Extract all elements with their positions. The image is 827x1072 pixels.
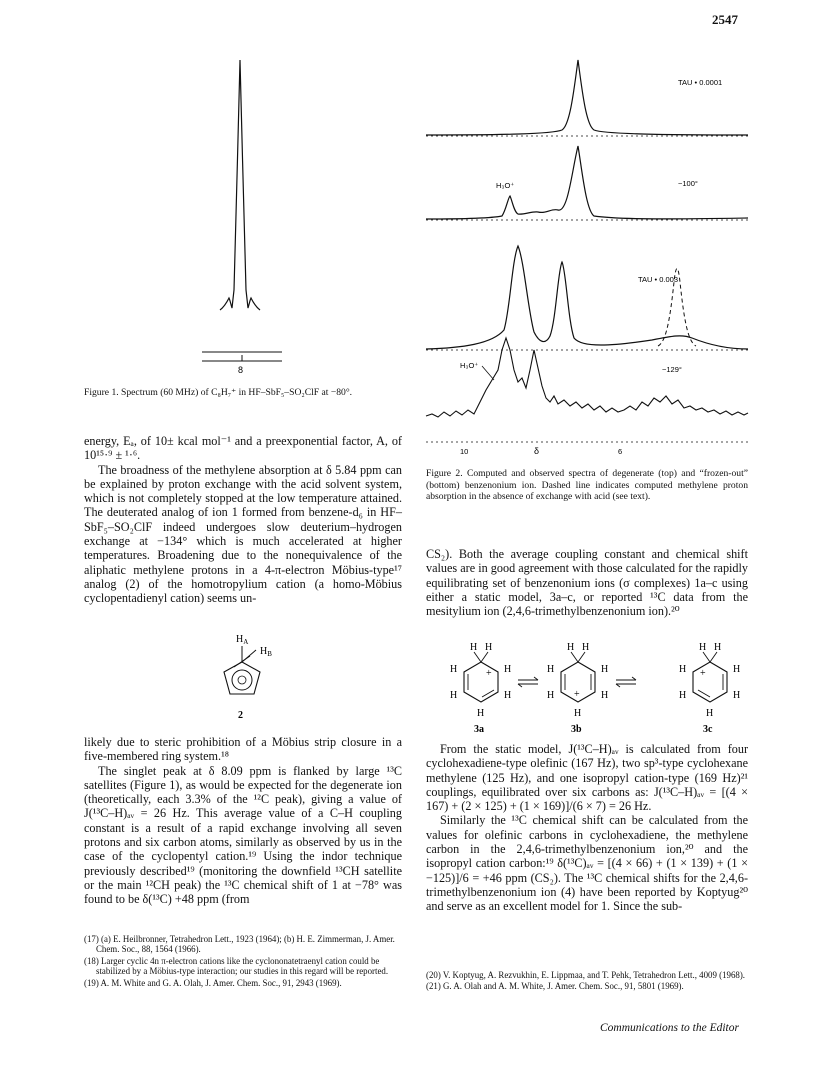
trace-4-h3o-label: H₃O⁺: [460, 361, 479, 370]
right-paragraph-2: From the static model, J(¹³C–H)ₐᵥ is calculated from four cyclohexadiene-type olefinic (167 Hz), two sp³-type cyclohexane methylene (125 Hz), and one isopropyl cation-type (169 Hz)²¹ couplings, equilibrated over six carbons as: J(¹³C–H)ₐᵥ = [(4 × 167) + (2 × 125) + (1 × 169)]/(6 × 7) = 26 Hz.: [426, 742, 748, 814]
trace-2-spectrum: [426, 146, 748, 219]
svg-text:H: H: [733, 690, 741, 701]
structure-3b: [547, 642, 608, 735]
trace-3-spectrum: [426, 246, 748, 349]
svg-text:H: H: [470, 642, 478, 653]
svg-text:+: +: [574, 689, 580, 700]
trace-1-peak: [426, 60, 748, 135]
footnote-19: (19) A. M. White and G. A. Olah, J. Amer. Chem. Soc., 91, 2943 (1969).: [84, 977, 342, 988]
svg-text:H: H: [547, 664, 555, 675]
svg-text:H: H: [679, 664, 687, 675]
figure-2-tick-delta: δ: [534, 446, 540, 456]
footnote-17: (17) (a) E. Heilbronner, Tetrahedron Lett., 1923 (1964); (b) H. E. Zimmerman, J. Amer. Chem. Soc., 88, 1564 (1966).: [84, 934, 395, 955]
figure-1-spectrum: [190, 50, 300, 380]
left-column-lower: [84, 735, 402, 907]
svg-text:H: H: [450, 690, 458, 701]
left-paragraph-2: The broadness of the methylene absorption at δ 5.84 ppm can be explained by proton exchange with the acid solvent system, which is not completely stopped at the low temperature attained. The deuterated analog of ion 1 formed from benzene-d₆ in HF–SbF₅–SO₂ClF indeed undergoes slow deuterium–hydrogen exchange at −134° which is much accelerated at higher temperatures. Broadening due to the nonequivalence of the aliphatic methylene protons in a 4-π-electron Möbius-type¹⁷ analog (2) of the homotropylium cation (a homo-Möbius cyclopentadienyl cation) seems un-: [84, 462, 402, 606]
svg-text:H: H: [450, 664, 458, 675]
structure-2-hb: $H_B$: [260, 646, 272, 658]
svg-text:+: +: [700, 668, 706, 679]
svg-text:H: H: [485, 642, 493, 653]
structure-2: [190, 630, 300, 730]
figure-2-tick-10: 10: [460, 447, 469, 456]
structure-3a-label: 3a: [474, 724, 484, 735]
right-footnotes: [426, 970, 748, 993]
trace-2-label: −100°: [678, 179, 698, 188]
right-column-upper: [426, 547, 748, 618]
structure-2-label: 2: [238, 710, 243, 721]
svg-text:H: H: [699, 642, 707, 653]
footnote-21: (21) G. A. Olah and A. M. White, J. Amer. Chem. Soc., 91, 5801 (1969).: [426, 981, 684, 992]
equilibrium-arrow-2: [616, 677, 636, 687]
structure-3c-label: 3c: [703, 724, 713, 735]
figure-2: [422, 50, 752, 462]
left-paragraph-4: The singlet peak at δ 8.09 ppm is flanked by large ¹³C satellites (Figure 1), as would be expected for the degenerate ion (theoretically, each 3.3% of the ¹²C peak), giving a value of J(¹³C–H)ₐᵥ = 26 Hz. This average value of a C–H coupling constant is a result of a rapid exchange involving all seven protons and six carbon atoms, similarly as observed by us in the case of the cyclopentyl cation.¹⁹ Using the indor technique previously described¹⁹ (monitoring the downfield ¹³CH satellite or the main ¹²CH peak) the ¹³C chemical shift of 1 at −78° was found to be δ(¹³C) +48 ppm (from: [84, 763, 402, 907]
figure-1: [190, 50, 300, 380]
svg-text:H: H: [504, 690, 512, 701]
svg-text:H: H: [714, 642, 722, 653]
right-paragraph-1: CS₂). Both the average coupling constant and chemical shift values are in good agreement with those calculated for the rapidly equilibrating set of benzenonium ions (σ complexes) 1a–c using either a static model, 3a–c, or reported ¹³C data from the mesitylium ion (2,4,6-trimethylbenzenonium ion).²⁰: [426, 547, 748, 619]
svg-text:H: H: [601, 664, 609, 675]
trace-1-label: TAU • 0.0001: [678, 78, 723, 87]
left-paragraph-3: likely due to steric prohibition of a Möbius strip closure in a five-membered ring system.¹⁸: [84, 735, 402, 764]
svg-text:H: H: [706, 708, 714, 719]
trace-4-label: −129°: [662, 365, 682, 374]
svg-text:H: H: [574, 708, 582, 719]
svg-text:H: H: [567, 642, 575, 653]
structure-3c: [679, 642, 740, 735]
svg-text:H: H: [547, 690, 555, 701]
trace-4-h3o-pointer: [482, 366, 494, 380]
right-paragraph-3: Similarly the ¹³C chemical shift can be calculated from the values for olefinic carbons in cyclohexadiene, the methylene carbon in the 2,4,6-trimethylbenzenonium ion,²⁰ and the isopropyl cation carbon:¹⁹ δ(¹³C)ₐᵥ = [(4 × 66) + (1 × 139) + (1 × −125)]/6 = +46 ppm (CS₂). The ¹³C chemical shifts for the 2,4,6-trimethylbenzenonium ion (4) have been reported by Koptyug²⁰ and serve as an excellent model for 1. Since the sub-: [426, 813, 748, 914]
equilibrium-arrow-1: [518, 677, 538, 687]
footnote-20: (20) V. Koptyug, A. Rezvukhin, E. Lippmaa, and T. Pehk, Tetrahedron Lett., 4009 (1968).: [426, 970, 745, 980]
trace-3-label: TAU • 0.003: [638, 275, 679, 284]
left-paragraph-1: energy, Eₐ, of 10± kcal mol⁻¹ and a preexponential factor, A, of 10¹⁵·⁹ ± ¹·⁶.: [84, 434, 402, 463]
trace-2-h3o-label: H₃O⁺: [496, 181, 515, 190]
svg-text:H: H: [477, 708, 485, 719]
right-column-lower: [426, 742, 748, 914]
left-column-upper: [84, 434, 402, 606]
structures-3-drawing: [426, 640, 748, 736]
structure-2-drawing: [190, 630, 300, 730]
svg-text:H: H: [601, 690, 609, 701]
figure-1-scale-label: 8: [238, 365, 244, 375]
left-footnotes: [84, 934, 402, 989]
svg-text:H: H: [582, 642, 590, 653]
structure-2-ha: $H_A$: [236, 634, 249, 646]
svg-text:H: H: [679, 690, 687, 701]
structure-3a: [450, 642, 511, 735]
svg-text:+: +: [486, 668, 492, 679]
figure-1-caption: Figure 1. Spectrum (60 MHz) of C₈H₇⁺ in HF–SbF₅–SO₂ClF at −80°.: [84, 387, 353, 398]
structures-3: [426, 640, 748, 736]
page-number: 2547: [712, 12, 738, 27]
figure-1-peak: [220, 60, 260, 310]
svg-text:H: H: [504, 664, 512, 675]
figure-2-spectra: [422, 50, 752, 462]
figure-2-tick-6: 6: [618, 447, 623, 456]
footnote-18: (18) Larger cyclic 4n π-electron cations like the cyclononatetraenyl cation could be stabilized by a Möbius-type interaction; our studies in this regard will be reported.: [84, 955, 389, 977]
svg-text:H: H: [733, 664, 741, 675]
structure-3b-label: 3b: [571, 724, 582, 735]
figure-2-caption: Figure 2. Computed and observed spectra of degenerate (top) and “frozen-out” (bottom) benzenonium ion. Dashed line indicates computed methylene proton absorption in the absence of exchange with acid (see text).: [426, 468, 748, 502]
journal-section-footer: Communications to the Editor: [600, 1022, 739, 1034]
